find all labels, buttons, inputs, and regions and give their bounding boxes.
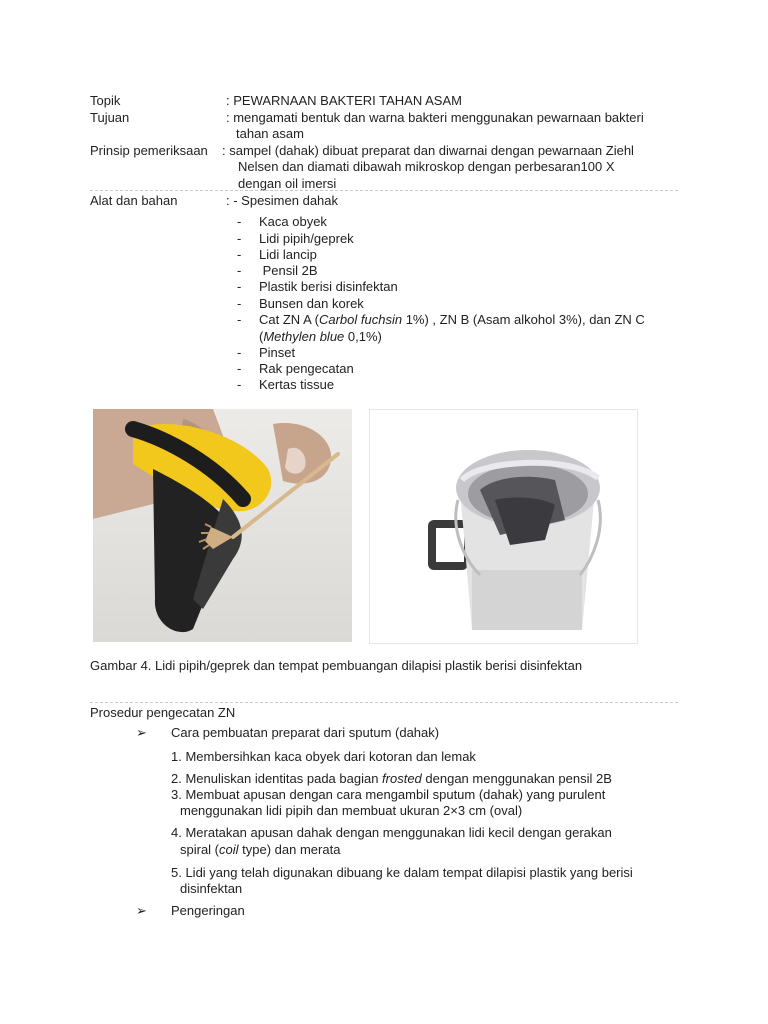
alat-item: Lidi pipih/geprek [259, 231, 354, 246]
prosedur-bullet-2: Pengeringan [171, 903, 245, 918]
prosedur-step-4-line1: 4. Meratakan apusan dahak dengan menggunakan lidi kecil dengan gerakan [171, 825, 612, 840]
tujuan-value-line2: tahan asam [236, 126, 304, 141]
divider-2 [90, 702, 678, 703]
alat-item: Pinset [259, 345, 296, 360]
alat-item: Bunsen dan korek [259, 296, 364, 311]
prinsip-label: Prinsip pemeriksaan [90, 143, 208, 158]
photo-lidi-pipih [93, 409, 352, 642]
alat-item-cat-line2: (Methylen blue 0,1%) [259, 329, 382, 344]
alat-item: Plastik berisi disinfektan [259, 279, 398, 294]
divider-1 [90, 190, 678, 191]
prosedur-step-3-line1: 3. Membuat apusan dengan cara mengambil sputum (dahak) yang purulent [171, 787, 606, 802]
topik-label: Topik [90, 93, 121, 108]
prosedur-bullet-1: Cara pembuatan preparat dari sputum (dahak) [171, 725, 440, 740]
alat-dash: - [237, 377, 242, 392]
alat-dash: - [237, 361, 242, 376]
photo-lidi-pipih-drawing [93, 409, 352, 642]
alat-dash: - [237, 247, 242, 262]
tujuan-label: Tujuan [90, 110, 130, 125]
alat-item-cat-line1: Cat ZN A (Carbol fuchsin 1%) , ZN B (Asam alkohol 3%), dan ZN C [259, 312, 645, 327]
prosedur-step-5-line2: disinfektan [180, 881, 243, 896]
photo-tempat-pembuangan-drawing [370, 410, 637, 643]
photo-tempat-pembuangan [369, 409, 638, 644]
tujuan-value-line1: : mengamati bentuk dan warna bakteri menggunakan pewarnaan bakteri [226, 110, 644, 125]
topik-value: : PEWARNAAN BAKTERI TAHAN ASAM [226, 93, 462, 108]
alat-item: Lidi lancip [259, 247, 317, 262]
prosedur-step-1: 1. Membersihkan kaca obyek dari kotoran dan lemak [171, 749, 476, 764]
prosedur-step-2: 2. Menuliskan identitas pada bagian frosted dengan menggunakan pensil 2B [171, 771, 612, 786]
prinsip-value-line3: dengan oil imersi [238, 176, 337, 191]
prosedur-title: Prosedur pengecatan ZN [90, 705, 236, 720]
prinsip-value-line1: : sampel (dahak) dibuat preparat dan diwarnai dengan pewarnaan Ziehl [222, 143, 634, 158]
alat-dash: - [237, 296, 242, 311]
alat-item: Pensil 2B [259, 263, 318, 278]
alat-dash: - [237, 231, 242, 246]
prosedur-step-5-line1: 5. Lidi yang telah digunakan dibuang ke dalam tempat dilapisi plastik yang berisi [171, 865, 633, 880]
alat-item: Kaca obyek [259, 214, 327, 229]
prosedur-step-4-line2: spiral (coil type) dan merata [180, 842, 341, 857]
alat-dash: - [237, 279, 242, 294]
alat-item: Rak pengecatan [259, 361, 354, 376]
alat-label: Alat dan bahan [90, 193, 178, 208]
prinsip-value-line2: Nelsen dan diamati dibawah mikroskop dengan perbesaran100 X [238, 159, 615, 174]
alat-item: Kertas tissue [259, 377, 335, 392]
prosedur-step-3-line2: menggunakan lidi pipih dan membuat ukuran 2×3 cm (oval) [180, 803, 523, 818]
alat-dash: - [237, 312, 242, 327]
bullet-arrow-icon: ➢ [136, 725, 147, 740]
alat-dash: - [237, 263, 242, 278]
alat-first-item: : - Spesimen dahak [226, 193, 339, 208]
bullet-arrow-icon: ➢ [136, 903, 147, 918]
alat-dash: - [237, 345, 242, 360]
alat-dash: - [237, 214, 242, 229]
figure-caption: Gambar 4. Lidi pipih/geprek dan tempat pembuangan dilapisi plastik berisi disinfektan [90, 658, 583, 673]
